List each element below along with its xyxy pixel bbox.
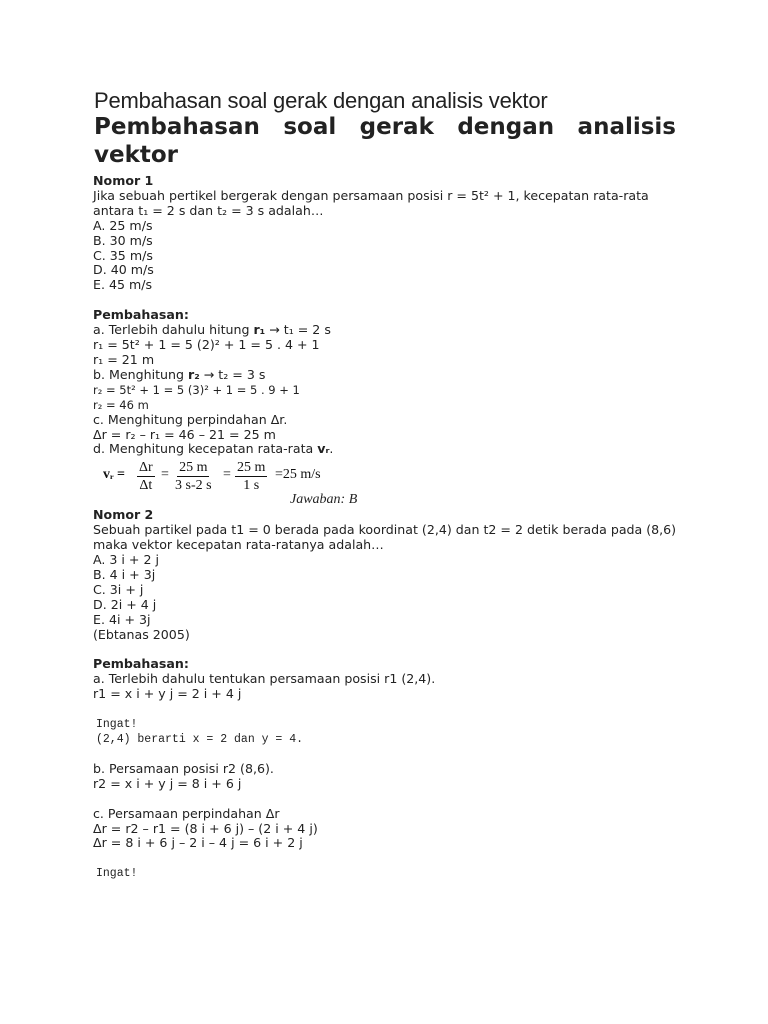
solution-1-step-d: d. Menghitung kecepatan rata-rata vᵣ.	[93, 441, 334, 457]
solution-1-line: r₂ = 46 m	[93, 397, 149, 412]
solution-1-line: r₁ = 5t² + 1 = 5 (2)² + 1 = 5 . 4 + 1	[93, 336, 320, 352]
solution-2-step-b: b. Persamaan posisi r2 (8,6).	[93, 760, 274, 776]
solution-1-line: r₁ = 21 m	[93, 351, 155, 367]
note-title: Ingat!	[96, 718, 138, 732]
question-2-option-c: C. 3i + j	[93, 581, 144, 597]
question-1-option-d: D. 40 m/s	[93, 262, 154, 278]
answer-label: Jawaban: B	[290, 492, 358, 508]
formula-result: =25 m/s	[275, 467, 321, 483]
article-heading: Pembahasan soal gerak dengan analisis vektor	[94, 114, 676, 168]
question-2-option-a: A. 3 i + 2 j	[93, 552, 159, 568]
question-2-source: (Ebtanas 2005)	[93, 626, 190, 642]
question-1-option-e: E. 45 m/s	[93, 277, 153, 293]
velocity-formula: vᵣ = $\frac{\Delta r}{\Delta t}$ = $\frac{25 m}{3 s-2 s}$ = $\frac{25 m}{1 s}$ =25 m/s	[103, 460, 321, 494]
note-title: Ingat!	[96, 867, 138, 881]
question-1-text: Jika sebuah pertikel bergerak dengan persamaan posisi r = 5t² + 1, kecepatan rata-rata antara t₁ = 2 s dan t₂ = 3 s adalah…	[93, 187, 649, 218]
solution-2-line: Δr = r2 – r1 = (8 i + 6 j) – (2 i + 4 j)	[93, 820, 318, 836]
formula-fraction: $\frac{25 m}{1 s}$	[237, 460, 266, 494]
solution-2-step-a: a. Terlebih dahulu tentukan persamaan posisi r1 (2,4).	[93, 671, 436, 687]
solution-2-line: Δr = 8 i + 6 j – 2 i – 4 j = 6 i + 2 j	[93, 835, 303, 851]
question-2-option-d: D. 2i + 4 j	[93, 596, 157, 612]
question-1-option-b: B. 30 m/s	[93, 232, 153, 248]
document-title: Pembahasan soal gerak dengan analisis vektor	[94, 88, 548, 113]
formula-fraction: $\frac{25 m}{3 s-2 s}$	[175, 460, 212, 494]
question-1-option-c: C. 35 m/s	[93, 247, 153, 263]
solution-1-step-b: b. Menghitung r₂ → t₂ = 3 s	[93, 366, 266, 382]
question-1-option-a: A. 25 m/s	[93, 217, 153, 233]
solution-1-heading: Pembahasan:	[93, 307, 189, 323]
note-text: (2,4) berarti x = 2 dan y = 4.	[96, 733, 304, 747]
solution-2-step-c: c. Persamaan perpindahan Δr	[93, 805, 280, 821]
solution-1-line: Δr = r₂ – r₁ = 46 – 21 = 25 m	[93, 426, 276, 442]
formula-fraction: $\frac{\Delta r}{\Delta t}$	[139, 460, 153, 494]
solution-2-line: r1 = x i + y j = 2 i + 4 j	[93, 686, 242, 702]
solution-1-step-a: a. Terlebih dahulu hitung r₁ → t₁ = 2 s	[93, 322, 331, 338]
formula-lhs: vᵣ =	[103, 467, 126, 483]
question-1-heading: Nomor 1	[93, 173, 154, 188]
question-2-option-b: B. 4 i + 3j	[93, 567, 156, 583]
question-2-text: Sebuah partikel pada t1 = 0 berada pada koordinat (2,4) dan t2 = 2 detik berada pada (8,6) maka vektor kecepatan rata-ratanya adalah…	[93, 522, 677, 553]
question-2-option-e: E. 4i + 3j	[93, 611, 151, 627]
solution-1-step-c: c. Menghitung perpindahan Δr.	[93, 411, 288, 427]
question-2-heading: Nomor 2	[93, 507, 154, 523]
solution-1-line: r₂ = 5t² + 1 = 5 (3)² + 1 = 5 . 9 + 1	[93, 382, 300, 397]
article-body	[93, 174, 677, 881]
solution-2-heading: Pembahasan:	[93, 656, 189, 672]
solution-2-line: r2 = x i + y j = 8 i + 6 j	[93, 775, 242, 791]
